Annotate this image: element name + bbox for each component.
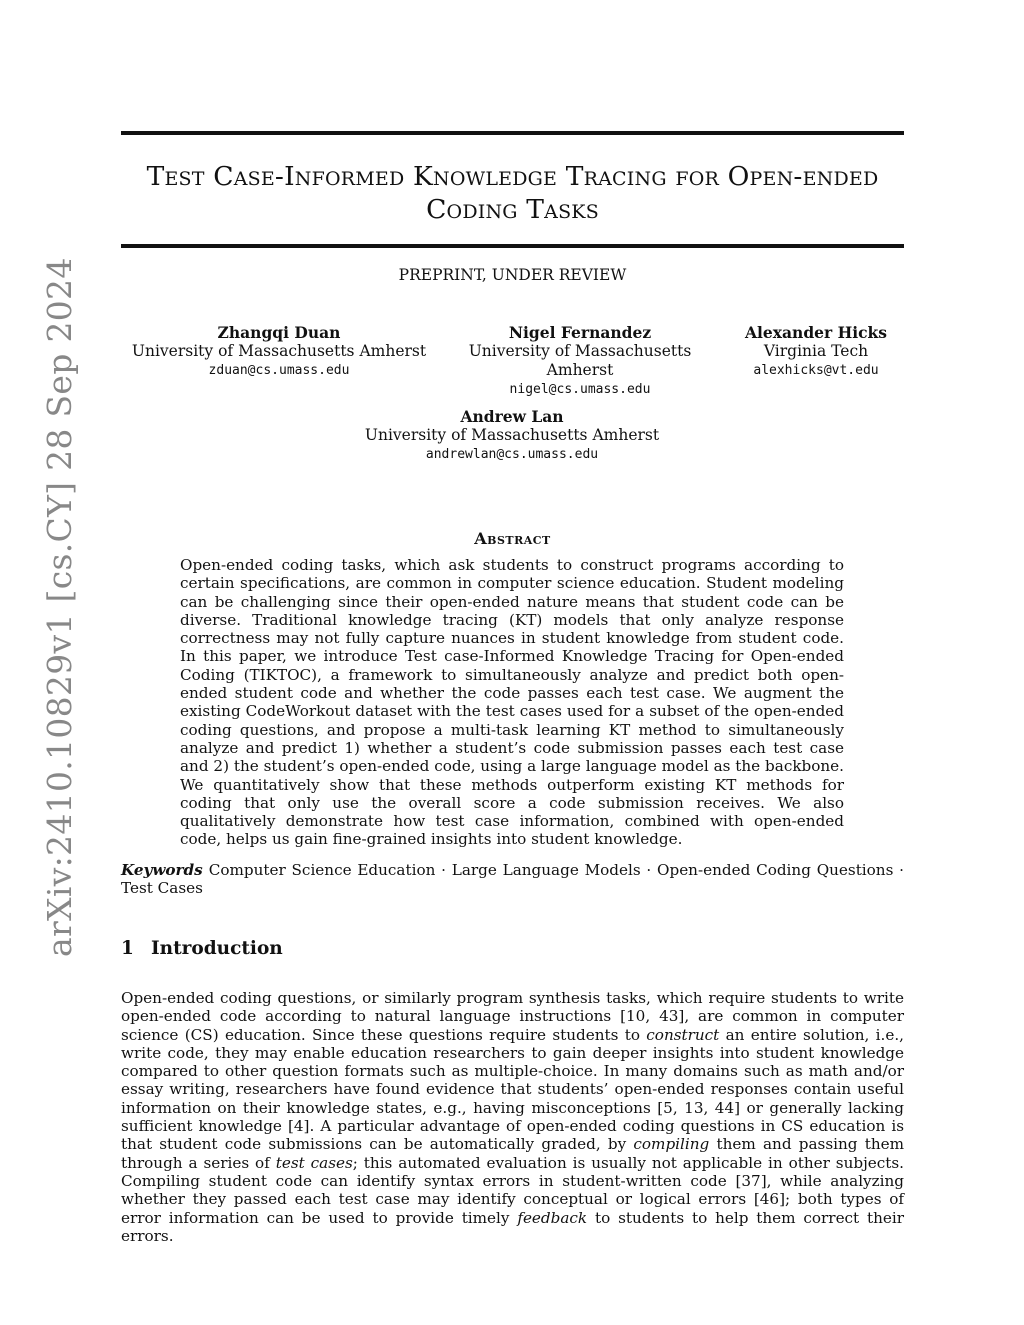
author-email[interactable]: andrewlan@cs.umass.edu bbox=[425, 447, 599, 462]
section-number: 1 bbox=[121, 938, 134, 959]
author-affiliation: University of Massachusetts Amherst bbox=[131, 342, 427, 360]
author-email[interactable]: nigel@cs.umass.edu bbox=[509, 382, 651, 397]
keywords-list: Computer Science Education · Large Language Models · Open-ended Coding Questions · Test Cases bbox=[121, 861, 904, 898]
author-block bbox=[131, 323, 427, 380]
intro-text: ; this automated evaluation is usually not applicable in other subjects. Compiling student code can identify syntax errors in student-written code [37], while analyzing whether they passed each test case may identify conceptual or logical errors [46]; both types of error information can be used to provide timely bbox=[121, 1153, 904, 1227]
intro-text: an entire solution, i.e., write code, they may enable education researchers to gain deeper insights into student knowledge compared to other question formats such as multiple-choice. In many domains such as math and/or essay writing, researchers have found evidence that students’ open-ended responses contain useful information on their knowledge states, e.g., having misconceptions [5, 13, 44] or generally lacking sufficient knowledge [4]. A particular advantage of open-ended coding questions in CS education is that student code submissions can be automatically graded, by bbox=[121, 1025, 904, 1154]
author-affiliation: Virginia Tech bbox=[763, 342, 869, 360]
author-affiliation: University of Massachusetts Amherst bbox=[468, 342, 692, 379]
author-name: Andrew Lan bbox=[460, 407, 564, 426]
abstract-heading: Abstract bbox=[474, 529, 551, 548]
introduction-paragraph bbox=[121, 989, 904, 1245]
intro-emphasis: test cases bbox=[275, 1153, 353, 1172]
author-name: Zhangqi Duan bbox=[217, 323, 341, 342]
intro-emphasis: feedback bbox=[517, 1208, 588, 1227]
author-email[interactable]: zduan@cs.umass.edu bbox=[208, 363, 350, 378]
title-bottom-rule bbox=[121, 244, 904, 248]
intro-emphasis: compiling bbox=[633, 1135, 710, 1154]
intro-text: Open-ended coding questions, or similarly program synthesis tasks, which require students to write open-ended code according to natural language instructions [10, 43], are common in computer science (CS) education. Since these questions require students to bbox=[121, 989, 904, 1044]
author-block bbox=[362, 407, 662, 464]
preprint-status: PREPRINT, UNDER REVIEW bbox=[398, 266, 627, 284]
author-affiliation: University of Massachusetts Amherst bbox=[364, 426, 660, 444]
author-email[interactable]: alexhicks@vt.edu bbox=[753, 363, 879, 378]
keywords-line bbox=[121, 861, 904, 898]
arxiv-identifier-stamp: arXiv:2410.10829v1 [cs.CY] 28 Sep 2024 bbox=[40, 257, 79, 957]
abstract-text: Open-ended coding tasks, which ask students to construct programs according to certain specifications, are common in computer science education. Student modeling can be challenging since their open-ended nature means that student code can be diverse. Traditional knowledge tracing (KT) models that only analyze response correctness may not fully capture nuances in student knowledge from student code. In this paper, we introduce Test case-Informed Knowledge Tracing for Open-ended Coding (TIKTOC), a framework to simultaneously analyze and predict both open-ended student code and whether the code passes each test case. We augment the existing CodeWorkout dataset with the test cases used for a subset of the open-ended coding questions, and propose a multi-task learning KT method to simultaneously analyze and predict 1) whether a student’s code submission passes each test case and 2) the student’s open-ended code, using a large language model as the backbone. We quantitatively show that these methods outperform existing KT methods for coding that only use the overall score a code submission receives. We also qualitatively demonstrate how test case information, combined with open-ended code, helps us gain fine-grained insights into student knowledge. bbox=[180, 556, 844, 849]
intro-emphasis: construct bbox=[646, 1025, 720, 1044]
author-name: Nigel Fernandez bbox=[508, 323, 652, 342]
title-top-rule bbox=[121, 131, 904, 135]
author-name: Alexander Hicks bbox=[744, 323, 888, 342]
title-line-1: Test Case-Informed Knowledge Tracing for Open-ended bbox=[146, 161, 879, 192]
keywords-label: Keywords bbox=[121, 861, 203, 879]
section-title: Introduction bbox=[151, 938, 283, 959]
paper-title bbox=[121, 160, 904, 226]
intro-text: them and passing them through a series of bbox=[121, 1135, 904, 1172]
title-line-2: Coding Tasks bbox=[426, 194, 599, 225]
author-block bbox=[736, 323, 896, 380]
intro-text: to students to help them correct their errors. bbox=[121, 1208, 904, 1245]
author-block bbox=[436, 323, 724, 399]
section-heading bbox=[121, 938, 283, 959]
